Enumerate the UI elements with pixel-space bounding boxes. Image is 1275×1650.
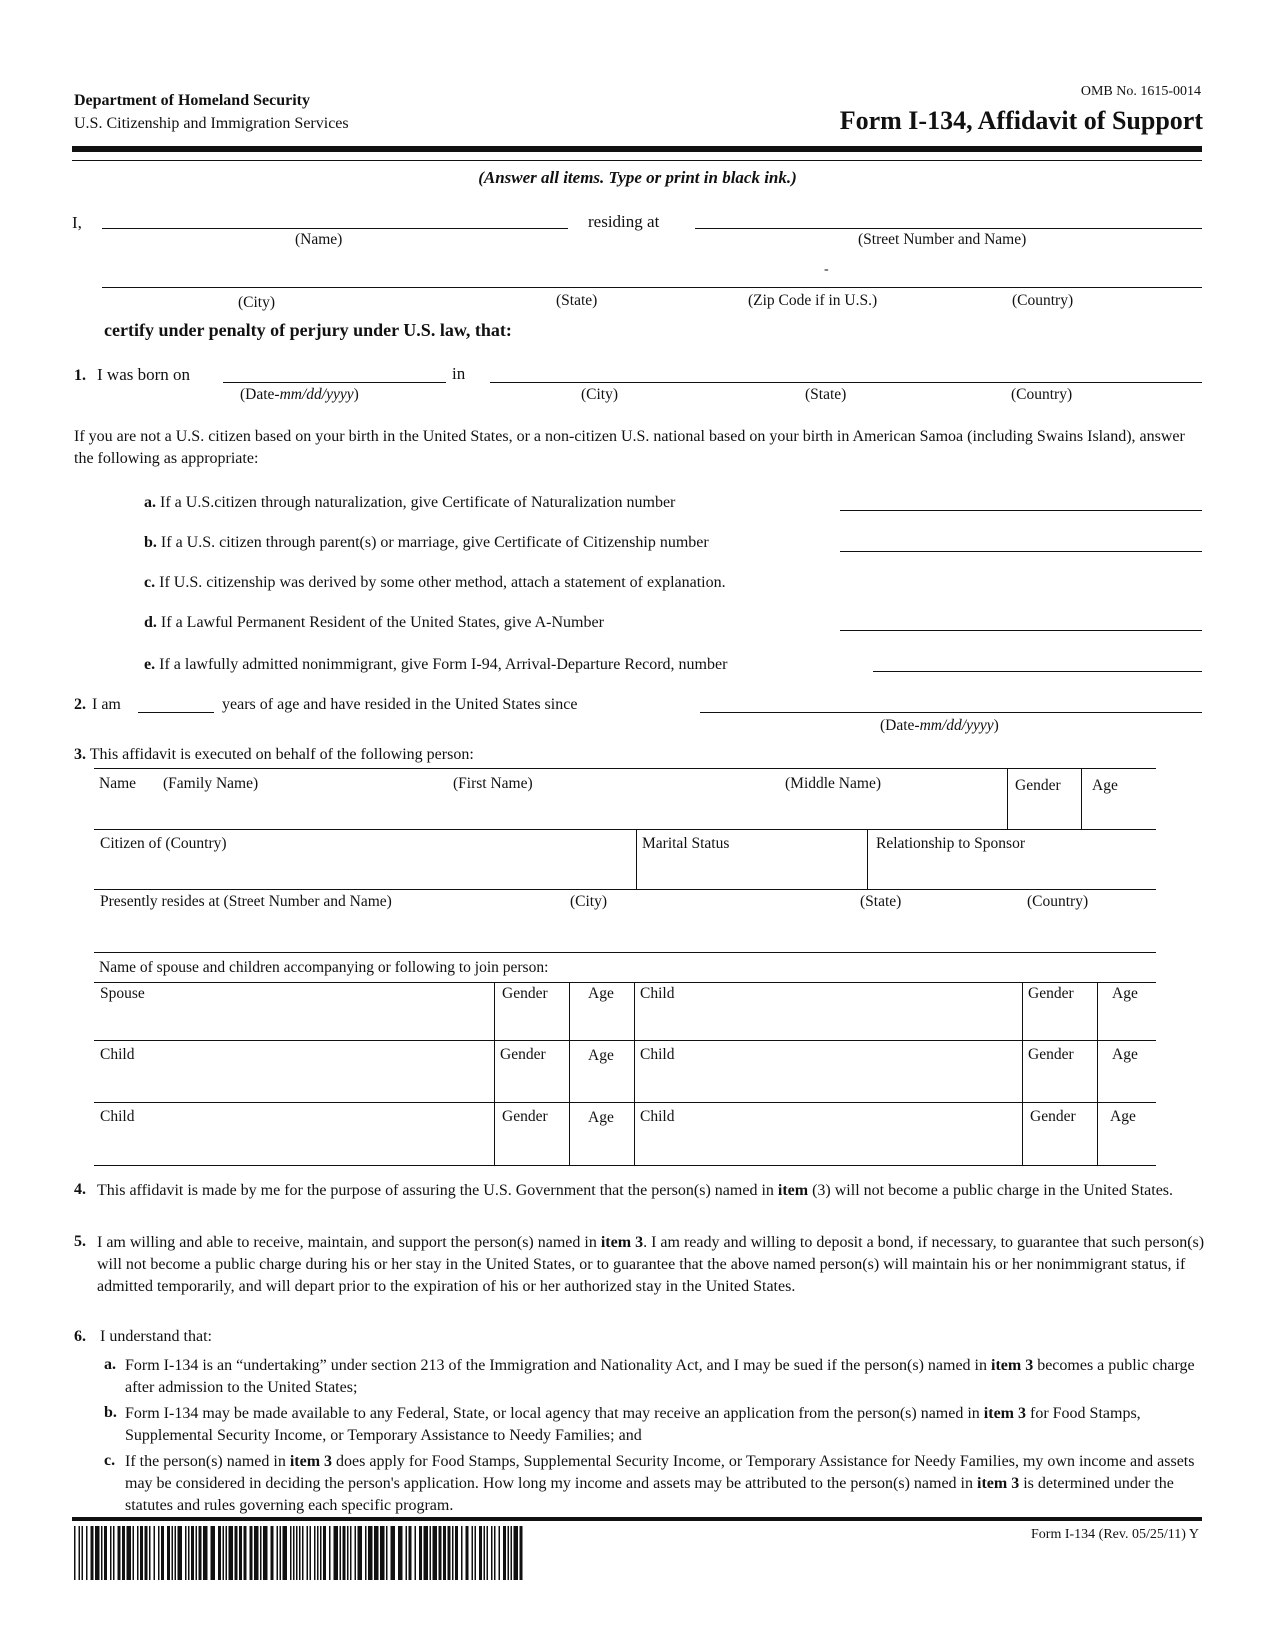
accompanying-label: Name of spouse and children accompanying or following to join person: xyxy=(99,959,549,976)
street-field[interactable] xyxy=(695,205,1202,229)
resided-since-caption: (Date-mm/dd/yyyy) xyxy=(880,717,999,734)
item2-number: 2. xyxy=(74,696,86,713)
family-row-1-age2: Age xyxy=(1112,985,1138,1002)
family-row-2-age1: Age xyxy=(588,1047,614,1064)
item4-text: This affidavit is made by me for the purpose of assuring the U.S. Government that the person(s) named in item (3) will not become a public charge in the United States. xyxy=(97,1182,1174,1199)
beneficiary-name-label: Name xyxy=(99,775,137,792)
family-row-3-age1: Age xyxy=(588,1109,614,1126)
grid-fam3-bottom xyxy=(94,1165,1156,1166)
grid-fam2-bottom xyxy=(94,1102,1156,1103)
item6a-letter: a. xyxy=(104,1356,116,1373)
item6a-text: Form I-134 is an “undertaking” under section 213 of the Immigration and Nationality Act, and I may be sued if the person(s) named in item 3 becomes a public charge after admission to the United States; xyxy=(125,1357,1195,1396)
agency-name: U.S. Citizenship and Immigration Services xyxy=(74,115,349,132)
item5-text: I am willing and able to receive, maintain, and support the person(s) named in item 3. I am ready and willing to deposit a bond, if necessary, to guarantee that such person(s) will not become a public charge during his or her stay in the United States, or to guarantee that the above named person(s) will maintain his or her nonimmigrant status, if admitted temporarily, and will depart prior to the expiration of his or her authorized stay in the United States. xyxy=(97,1234,1205,1295)
department-name: Department of Homeland Security xyxy=(74,92,310,109)
citizenship-field[interactable] xyxy=(840,528,1202,552)
birth-city-caption: (City) xyxy=(581,386,619,403)
citizenship-note: If you are not a U.S. citizen based on your birth in the United States, or a non-citizen U.S. national based on your birth in American Samoa (including Swains Island), answer the following as appropriate: xyxy=(74,428,1185,467)
item2-text-a: I am xyxy=(92,696,121,713)
birth-state-caption: (State) xyxy=(805,386,847,403)
resides-state-label: (State) xyxy=(860,893,902,910)
family-row-3-gender1: Gender xyxy=(502,1108,548,1125)
family-row-1-gender1: Gender xyxy=(502,985,548,1002)
country-field[interactable] xyxy=(950,264,1200,288)
gender-label: Gender xyxy=(1015,777,1061,794)
a-number-field[interactable] xyxy=(840,607,1202,631)
grid-v-fam-gender1 xyxy=(494,982,495,1165)
item6-text: I understand that: xyxy=(100,1328,212,1345)
grid-v-fam-child xyxy=(634,982,635,1165)
grid-v-fam-gender2 xyxy=(1022,982,1023,1165)
i94-field[interactable] xyxy=(873,648,1202,672)
city-caption: (City) xyxy=(238,294,276,311)
item6c-text: If the person(s) named in item 3 does apply for Food Stamps, Supplemental Security Income, or Temporary Assistance for Needy Families, my own income and assets may be considered in deciding the person's application. How long my income and assets may be attributed to the person(s) named in item 3 is determined under the statutes and rules governing each specific program. xyxy=(125,1453,1195,1514)
instructions: (Answer all items. Type or print in black ink.) xyxy=(478,168,797,187)
subitem-b: b. If a U.S. citizen through parent(s) or marriage, give Certificate of Citizenship number xyxy=(144,534,709,551)
naturalization-field[interactable] xyxy=(840,487,1202,511)
relationship-label: Relationship to Sponsor xyxy=(876,835,1025,852)
grid-v-fam-age2 xyxy=(1097,982,1098,1165)
grid-v-relationship xyxy=(867,829,868,889)
street-caption: (Street Number and Name) xyxy=(858,231,1027,248)
family-row-3-left: Child xyxy=(100,1108,135,1125)
family-name-label: (Family Name) xyxy=(163,775,259,792)
resides-city-label: (City) xyxy=(570,893,608,910)
form-title: Form I-134, Affidavit of Support xyxy=(839,106,1203,135)
resides-at-label: Presently resides at (Street Number and Name) xyxy=(100,893,392,910)
header-thick-rule xyxy=(72,146,1202,152)
item4-number: 4. xyxy=(74,1181,86,1198)
country-caption: (Country) xyxy=(1012,292,1074,309)
subitem-e: e. If a lawfully admitted nonimmigrant, give Form I-94, Arrival-Departure Record, number xyxy=(144,656,728,673)
omb-number: OMB No. 1615-0014 xyxy=(1080,84,1201,99)
family-row-2-gender1: Gender xyxy=(500,1046,546,1063)
subitem-a: a. If a U.S.citizen through naturalization, give Certificate of Naturalization number xyxy=(144,494,676,511)
family-row-2-gender2: Gender xyxy=(1028,1046,1074,1063)
residing-at-label: residing at xyxy=(588,212,660,231)
birth-place-field[interactable] xyxy=(490,359,1202,383)
zip-field[interactable] xyxy=(735,264,935,288)
family-row-3-age2: Age xyxy=(1110,1108,1136,1125)
first-name-label: (First Name) xyxy=(453,775,533,792)
resides-country-label: (Country) xyxy=(1027,893,1089,910)
grid-row3-bottom xyxy=(94,952,1156,953)
item3-heading: 3. This affidavit is executed on behalf of the following person: xyxy=(74,746,474,763)
grid-v-marital xyxy=(636,829,637,889)
family-row-1-age1: Age xyxy=(588,985,614,1002)
family-row-3-gender2: Gender xyxy=(1030,1108,1076,1125)
birth-country-caption: (Country) xyxy=(1011,386,1073,403)
name-field[interactable] xyxy=(102,205,568,229)
state-caption: (State) xyxy=(556,292,598,309)
grid-fam1-bottom xyxy=(94,1040,1156,1041)
i-label: I, xyxy=(72,213,82,232)
family-row-1-gender2: Gender xyxy=(1028,985,1074,1002)
grid-v-age xyxy=(1081,768,1082,829)
city-field[interactable] xyxy=(102,264,502,288)
family-row-3-right: Child xyxy=(640,1108,675,1125)
state-field[interactable] xyxy=(520,264,720,288)
item1-in-label: in xyxy=(452,364,466,383)
grid-v-fam-age1 xyxy=(569,982,570,1165)
family-row-1-right: Child xyxy=(640,985,675,1002)
age-label: Age xyxy=(1092,777,1118,794)
citizen-of-label: Citizen of (Country) xyxy=(100,835,227,852)
header-thin-rule xyxy=(72,160,1202,161)
zip-caption: (Zip Code if in U.S.) xyxy=(748,292,878,309)
family-row-2-right: Child xyxy=(640,1046,675,1063)
zip-dash: - xyxy=(824,262,829,277)
certify-statement: certify under penalty of perjury under U.S. law, that: xyxy=(104,320,512,340)
grid-top xyxy=(94,768,1156,769)
grid-fam-top xyxy=(94,982,1156,983)
birth-date-field[interactable] xyxy=(223,359,446,383)
item1-text: I was born on xyxy=(97,365,191,384)
form-revision: Form I-134 (Rev. 05/25/11) Y xyxy=(1031,1527,1199,1542)
grid-row1-bottom xyxy=(94,829,1156,830)
marital-status-label: Marital Status xyxy=(642,835,730,852)
item6-number: 6. xyxy=(74,1328,86,1345)
name-caption: (Name) xyxy=(295,231,343,248)
family-row-2-age2: Age xyxy=(1112,1046,1138,1063)
item6b-letter: b. xyxy=(104,1404,117,1421)
age-field[interactable] xyxy=(138,689,214,713)
middle-name-label: (Middle Name) xyxy=(785,775,881,792)
item1-number: 1. xyxy=(74,367,86,384)
subitem-c: c. If U.S. citizenship was derived by some other method, attach a statement of explanation. xyxy=(144,574,726,591)
birth-date-caption: (Date-mm/dd/yyyy) xyxy=(240,386,359,403)
family-row-2-left: Child xyxy=(100,1046,135,1063)
grid-row2-bottom xyxy=(94,889,1156,890)
item6b-text: Form I-134 may be made available to any Federal, State, or local agency that may receive an application from the person(s) named in item 3 for Food Stamps, Supplemental Security Income, or Temporary Assistance to Needy Families; and xyxy=(125,1405,1141,1444)
subitem-d: d. If a Lawful Permanent Resident of the United States, give A-Number xyxy=(144,614,604,631)
resided-since-field[interactable] xyxy=(700,689,1202,713)
item6c-letter: c. xyxy=(104,1452,116,1469)
barcode xyxy=(74,1526,526,1580)
item2-text-b: years of age and have resided in the United States since xyxy=(222,696,578,713)
grid-v-gender xyxy=(1007,768,1008,829)
item5-number: 5. xyxy=(74,1233,86,1250)
family-row-1-left: Spouse xyxy=(100,985,145,1002)
footer-rule xyxy=(72,1517,1202,1521)
